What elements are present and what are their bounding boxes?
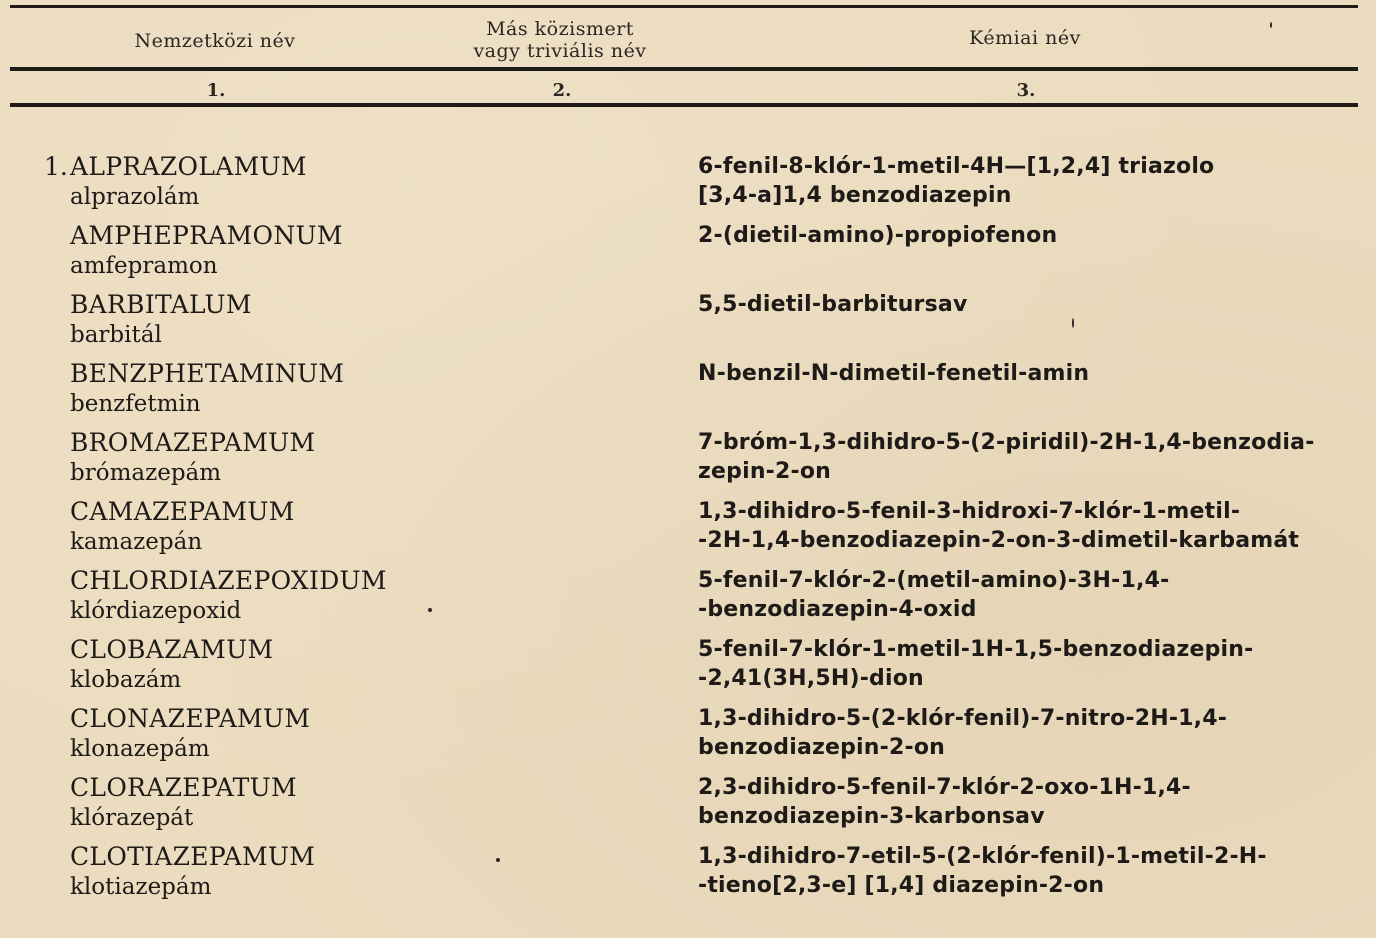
paper-speck [428, 608, 432, 612]
international-name: CHLORDIAZEPOXIDUM [70, 566, 387, 595]
chemical-name [698, 290, 1368, 319]
table-row [0, 150, 1376, 218]
international-name: ALPRAZOLAMUM [70, 152, 307, 181]
table-row [0, 426, 1376, 494]
chemical-name [698, 773, 1368, 831]
chemical-name [698, 842, 1368, 900]
hungarian-name: klórazepát [70, 805, 194, 831]
international-name: BROMAZEPAMUM [70, 428, 316, 457]
hungarian-name: amfepramon [70, 253, 218, 279]
hungarian-name: klotiazepám [70, 874, 212, 900]
international-name: CLONAZEPAMUM [70, 704, 311, 733]
column-number-1: 1. [206, 80, 226, 101]
international-name: CAMAZEPAMUM [70, 497, 295, 526]
international-name: CLORAZEPATUM [70, 773, 297, 802]
chemical-name-line: 1,3-dihidro-5-(2-klór-fenil)-7-nitro-2H-1,4- [698, 706, 1228, 731]
column-header-international-name: Nemzetközi név [134, 30, 296, 52]
entry-number: 1. [44, 152, 68, 181]
chemical-name-line: 1,3-dihidro-7-etil-5-(2-klór-fenil)-1-metil-2-H- [698, 844, 1267, 869]
chemical-name-line: 1,3-dihidro-5-fenil-3-hidroxi-7-klór-1-metil- [698, 499, 1241, 524]
column-number-rule [10, 103, 1358, 107]
chemical-name [698, 221, 1368, 250]
chemical-name-line: [3,4-a]1,4 benzodiazepin [698, 183, 1012, 208]
table-row [0, 564, 1376, 632]
table-row [0, 840, 1376, 908]
international-name: AMPHEPRAMONUM [70, 221, 343, 250]
hungarian-name: barbitál [70, 322, 162, 348]
chemical-name-line: -benzodiazepin-4-oxid [698, 597, 977, 622]
hungarian-name: klonazepám [70, 736, 210, 762]
top-rule [10, 5, 1358, 8]
paper-speck [1270, 22, 1272, 28]
chemical-name [698, 359, 1368, 388]
chemical-name-line: 6-fenil-8-klór-1-metil-4H—[1,2,4] triazolo [698, 154, 1215, 179]
table-row [0, 771, 1376, 839]
table-row [0, 219, 1376, 287]
hungarian-name: kamazepán [70, 529, 203, 555]
chemical-name-line: 2,3-dihidro-5-fenil-7-klór-2-oxo-1H-1,4- [698, 775, 1191, 800]
column-header-trivial-name [420, 18, 700, 62]
international-name: BARBITALUM [70, 290, 252, 319]
column-number-3: 3. [1016, 80, 1036, 101]
table-row [0, 288, 1376, 356]
table-row [0, 633, 1376, 701]
chemical-name [698, 152, 1368, 210]
chemical-name-line: -2H-1,4-benzodiazepin-2-on-3-dimetil-karbamát [698, 528, 1300, 553]
chemical-name-line: N-benzil-N-dimetil-fenetil-amin [698, 361, 1090, 386]
table-row [0, 495, 1376, 563]
chemical-name-line: -2,41(3H,5H)-dion [698, 666, 924, 691]
hungarian-name: brómazepám [70, 460, 222, 486]
chemical-name-line: -tieno[2,3-e] [1,4] diazepin-2-on [698, 873, 1105, 898]
column-header-trivial-name-line1: Más közismert [486, 18, 634, 40]
paper-speck [1072, 318, 1074, 328]
paper-speck [496, 858, 500, 862]
chemical-name [698, 635, 1368, 693]
chemical-name [698, 566, 1368, 624]
hungarian-name: alprazolám [70, 184, 200, 210]
chemical-name-line: 5-fenil-7-klór-1-metil-1H-1,5-benzodiazepin- [698, 637, 1254, 662]
chemical-name-line: zepin-2-on [698, 459, 832, 484]
header-rule [10, 67, 1358, 71]
table-row [0, 702, 1376, 770]
hungarian-name: klobazám [70, 667, 182, 693]
hungarian-name: benzfetmin [70, 391, 201, 417]
column-header-chemical-name: Kémiai név [969, 27, 1081, 49]
column-header-trivial-name-line2: vagy triviális név [473, 40, 647, 62]
international-name: BENZPHETAMINUM [70, 359, 345, 388]
hungarian-name: klórdiazepoxid [70, 598, 242, 624]
chemical-name [698, 428, 1368, 486]
chemical-name [698, 704, 1368, 762]
chemical-name-line: 2-(dietil-amino)-propiofenon [698, 223, 1058, 248]
international-name: CLOTIAZEPAMUM [70, 842, 316, 871]
chemical-name-line: benzodiazepin-3-karbonsav [698, 804, 1045, 829]
international-name: CLOBAZAMUM [70, 635, 274, 664]
column-number-2: 2. [552, 80, 572, 101]
chemical-name-line: benzodiazepin-2-on [698, 735, 946, 760]
chemical-name-line: 5-fenil-7-klór-2-(metil-amino)-3H-1,4- [698, 568, 1170, 593]
chemical-name [698, 497, 1368, 555]
table-row [0, 357, 1376, 425]
chemical-name-line: 5,5-dietil-barbitursav [698, 292, 968, 317]
chemical-name-line: 7-bróm-1,3-dihidro-5-(2-piridil)-2H-1,4-benzodia- [698, 430, 1315, 455]
